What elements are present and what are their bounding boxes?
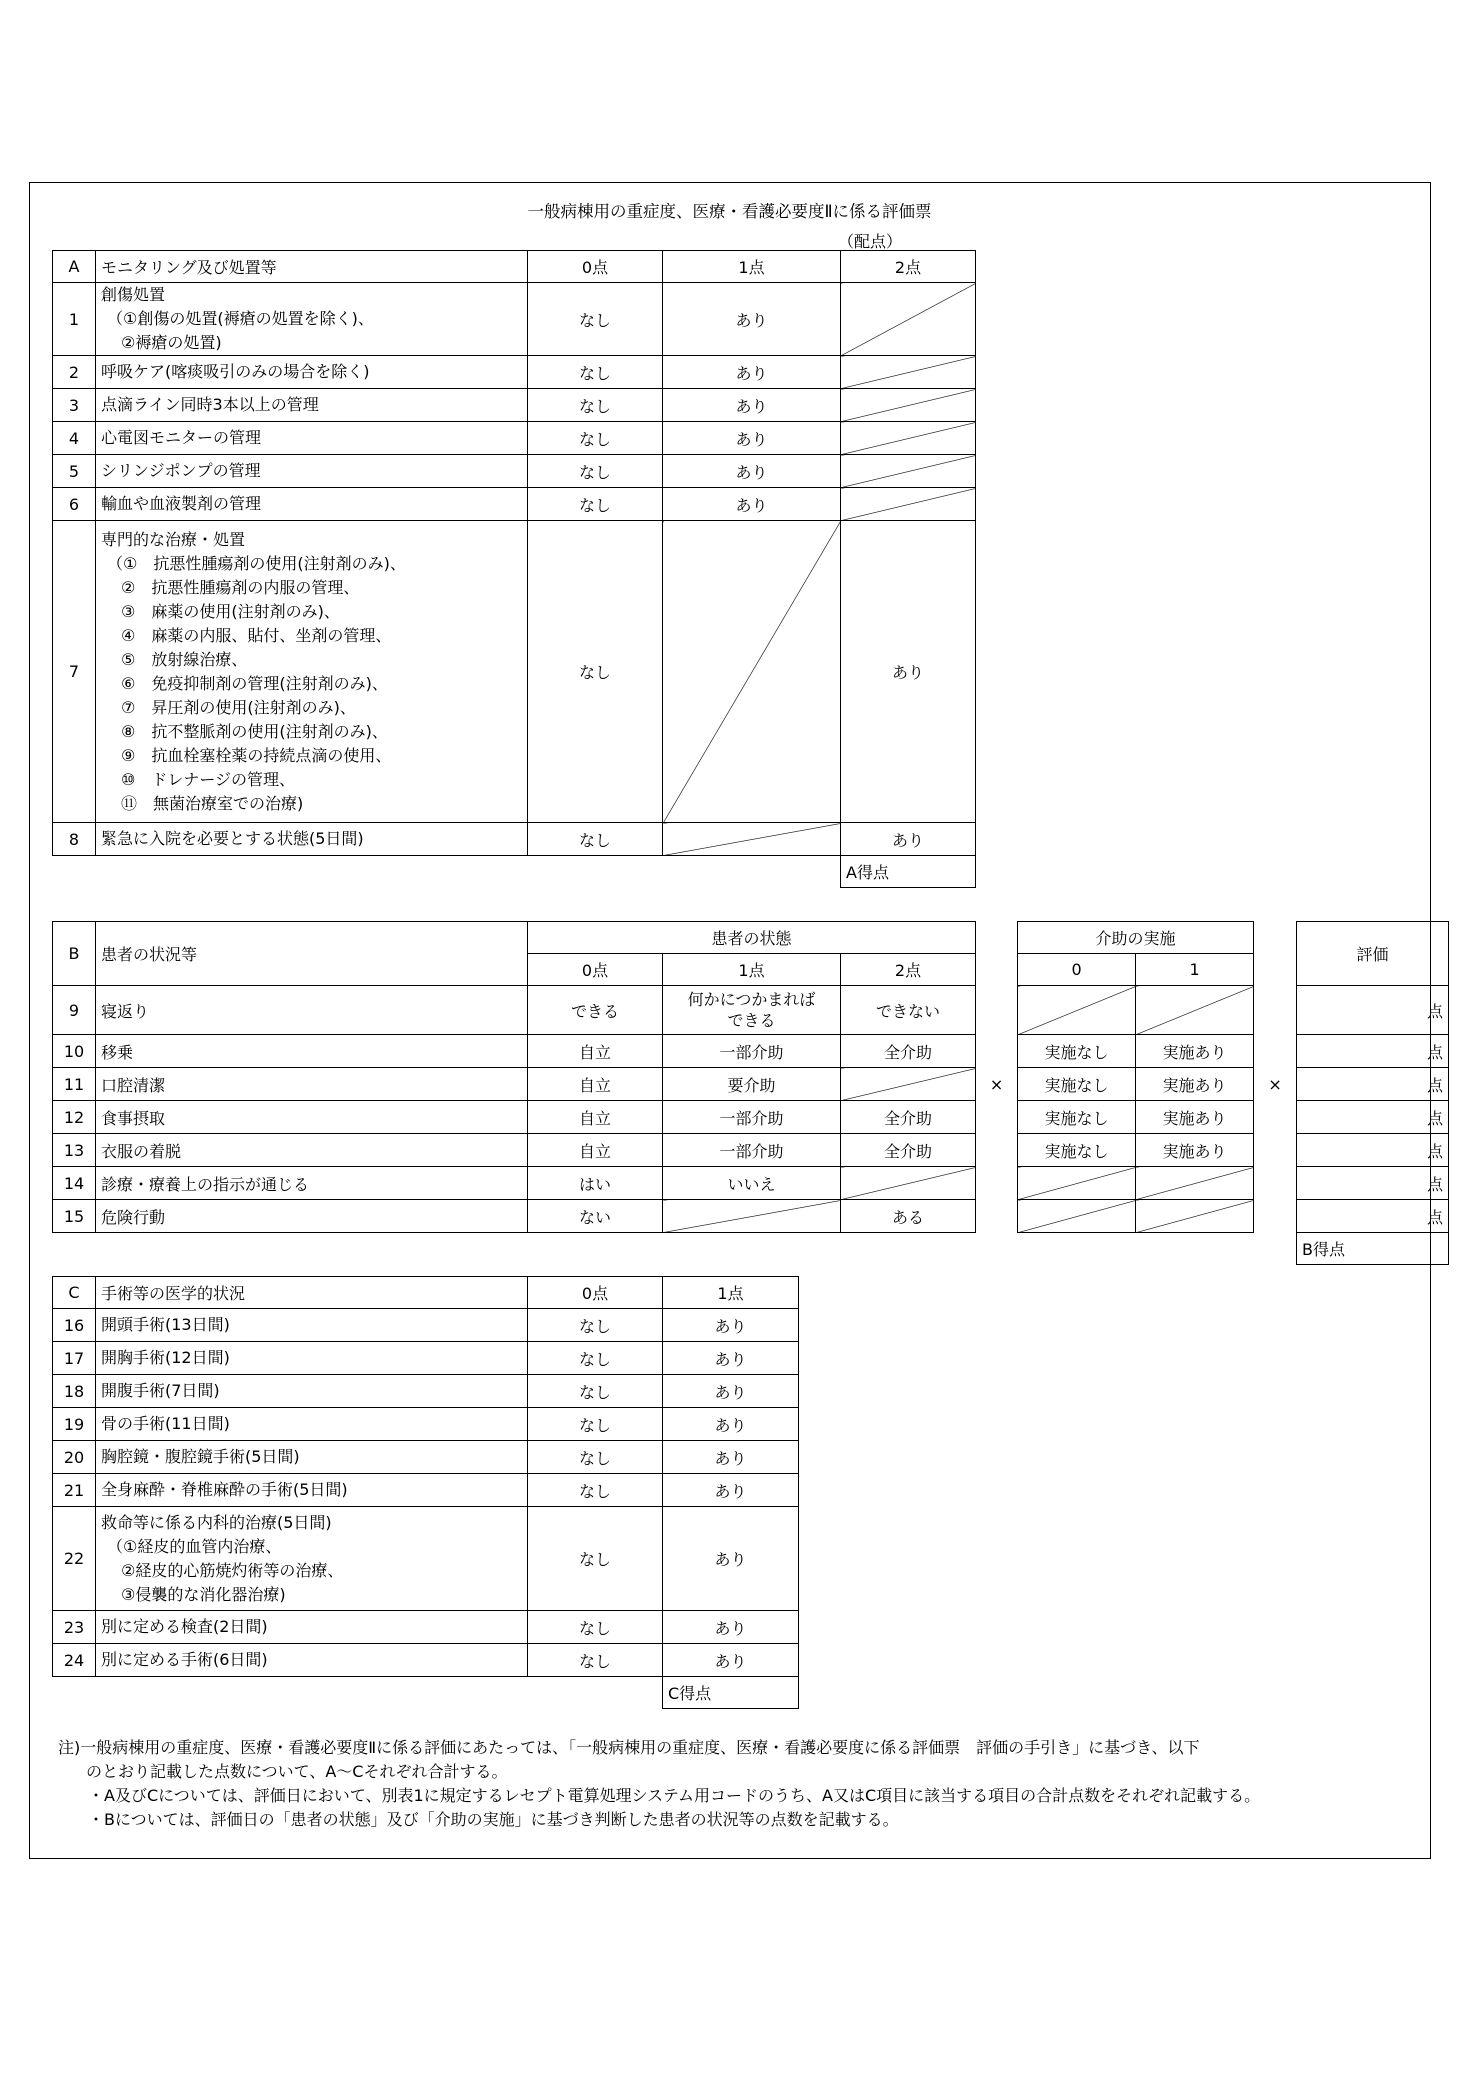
status-cell-1pt: いいえ: [663, 1167, 841, 1200]
row-label: [96, 389, 528, 422]
score-cell-0pt: なし: [528, 1474, 663, 1507]
row-label: [96, 455, 528, 488]
status-cell-2pt: 全介助: [841, 1035, 976, 1068]
item-line: 専門的な治療・処置: [101, 529, 246, 549]
table-row: [53, 521, 976, 823]
spacer: [528, 856, 663, 888]
status-cell-0pt: ない: [528, 1200, 663, 1233]
eval-cell: 点: [1297, 1068, 1449, 1101]
item-line: 開胸手術(12日間): [101, 1348, 230, 1367]
row-label: [96, 823, 528, 856]
score-cell-0pt: なし: [528, 1644, 663, 1677]
col-item: モニタリング及び処置等: [96, 251, 528, 283]
row-label: [96, 521, 528, 823]
item-line: 創傷処置: [101, 285, 166, 304]
row-number: 21: [53, 1474, 96, 1507]
row-label: [96, 422, 528, 455]
row-number: 13: [53, 1134, 96, 1167]
note-line-3: ・A及びCについては、評価日において、別表1に規定するレセプト電算処理システム用コードのうち、A又はC項目に該当する項目の合計点数をそれぞれ記載する。: [88, 1786, 1261, 1805]
status-cell-2pt: 全介助: [841, 1101, 976, 1134]
row-number: 23: [53, 1611, 96, 1644]
score-cell-2pt: [841, 455, 976, 488]
col-1pt: 1点: [663, 1277, 799, 1309]
eval-header: 評価: [1297, 922, 1449, 986]
note-line-4: ・Bについては、評価日の「患者の状態」及び「介助の実施」に基づき判断した患者の状況等の点数を記載する。: [88, 1810, 899, 1829]
times-sign: [1254, 1101, 1297, 1134]
assist-cell-0: [1018, 1167, 1136, 1200]
score-cell-0pt: なし: [528, 455, 663, 488]
score-cell-0pt: なし: [528, 1342, 663, 1375]
spacer: [53, 856, 96, 888]
table-row: [53, 1611, 799, 1644]
score-cell-1pt: あり: [663, 1309, 799, 1342]
eval-cell: 点: [1297, 1200, 1449, 1233]
row-label: [96, 1309, 528, 1342]
score-cell-1pt: あり: [663, 1441, 799, 1474]
item-line: ⑤ 放射線治療、: [121, 649, 248, 669]
row-number: 18: [53, 1375, 96, 1408]
page-title: 一般病棟用の重症度、医療・看護必要度Ⅱに係る評価票: [527, 202, 932, 221]
col-2pt: 2点: [841, 251, 976, 283]
score-cell-1pt: [663, 521, 841, 823]
assist-col-0: 0: [1018, 954, 1136, 986]
row-label: [96, 488, 528, 521]
row-number: 2: [53, 356, 96, 389]
row-number: 12: [53, 1101, 96, 1134]
score-cell-0pt: なし: [528, 422, 663, 455]
row-label: 食事摂取: [96, 1101, 528, 1134]
row-label: 寝返り: [96, 986, 528, 1035]
score-cell-0pt: なし: [528, 356, 663, 389]
score-cell-1pt: あり: [663, 1408, 799, 1441]
status-cell-0pt: できる: [528, 986, 663, 1035]
spacer: [1254, 954, 1297, 986]
score-row: [53, 1233, 1449, 1265]
row-label: [96, 1375, 528, 1408]
item-line: ⑩ ドレナージの管理、: [121, 769, 296, 789]
item-line: ⑧ 抗不整脈剤の使用(注射剤のみ)、: [121, 721, 388, 741]
item-line: 胸腔鏡・腹腔鏡手術(5日間): [101, 1447, 300, 1466]
col-letter: A: [53, 251, 96, 283]
score-cell-0pt: なし: [528, 283, 663, 356]
col-letter: B: [53, 922, 96, 986]
times-sign: [976, 1200, 1018, 1233]
patient-status-header: 患者の状態: [528, 922, 976, 954]
spacer: [528, 1677, 663, 1709]
row-label: [96, 1611, 528, 1644]
table-row: [53, 1309, 799, 1342]
row-label: 衣服の着脱: [96, 1134, 528, 1167]
times-sign: [1254, 1134, 1297, 1167]
score-cell-1pt: あり: [663, 1507, 799, 1611]
times-sign: [976, 1134, 1018, 1167]
spacer: [53, 1233, 96, 1265]
item-line: ⑪ 無菌治療室での治療): [121, 793, 304, 813]
score-cell-0pt: なし: [528, 389, 663, 422]
times-sign: [1254, 1200, 1297, 1233]
row-number: 16: [53, 1309, 96, 1342]
score-cell-1pt: あり: [663, 455, 841, 488]
a-score: A得点: [841, 856, 976, 888]
spacer: [96, 1677, 528, 1709]
note-line-2: のとおり記載した点数について、A～Cそれぞれ合計する。: [86, 1762, 508, 1781]
times-sign: [976, 1101, 1018, 1134]
assist-cell-1: 実施あり: [1136, 1068, 1254, 1101]
row-label: 診療・療養上の指示が通じる: [96, 1167, 528, 1200]
score-cell-2pt: [841, 488, 976, 521]
times-sign: [1254, 986, 1297, 1035]
score-cell-2pt: [841, 389, 976, 422]
c-score: C得点: [663, 1677, 799, 1709]
item-line: （① 抗悪性腫瘍剤の使用(注射剤のみ)、: [107, 553, 406, 573]
table-row: [53, 488, 976, 521]
score-cell-1pt: あり: [663, 356, 841, 389]
row-number: 10: [53, 1035, 96, 1068]
table-row: [53, 1644, 799, 1677]
score-cell-2pt: あり: [841, 521, 976, 823]
eval-cell: 点: [1297, 1134, 1449, 1167]
spacer: [1018, 1233, 1136, 1265]
score-cell-0pt: なし: [528, 1507, 663, 1611]
row-label: 口腔清潔: [96, 1068, 528, 1101]
spacer: [528, 1233, 663, 1265]
table-row: [53, 1441, 799, 1474]
b-score: B得点: [1297, 1233, 1449, 1265]
score-cell-0pt: なし: [528, 488, 663, 521]
item-line: ⑥ 免疫抑制剤の管理(注射剤のみ)、: [121, 673, 388, 693]
status-cell-1pt: [663, 1200, 841, 1233]
table-row: [53, 1507, 799, 1611]
item-line: ⑦ 昇圧剤の使用(注射剤のみ)、: [121, 697, 356, 717]
score-cell-1pt: あり: [663, 422, 841, 455]
col-1pt: 1点: [663, 954, 841, 986]
row-number: 22: [53, 1507, 96, 1611]
score-row: [53, 856, 976, 888]
table-row: [53, 283, 976, 356]
note: [58, 1736, 1428, 1832]
item-line: ② 抗悪性腫瘍剤の内服の管理、: [121, 577, 360, 597]
col-item: 手術等の医学的状況: [96, 1277, 528, 1309]
score-cell-0pt: なし: [528, 1408, 663, 1441]
table-row: [53, 422, 976, 455]
item-line: ②経皮的心筋焼灼術等の治療、: [121, 1560, 344, 1580]
status-cell-0pt: はい: [528, 1167, 663, 1200]
table-row: [53, 1101, 1449, 1134]
row-number: 1: [53, 283, 96, 356]
row-label: [96, 1441, 528, 1474]
assist-cell-0: 実施なし: [1018, 1068, 1136, 1101]
item-line: （①経皮的血管内治療、: [107, 1536, 282, 1556]
item-line: ③ 麻薬の使用(注射剤のみ)、: [121, 601, 340, 621]
header-row: [53, 1277, 799, 1309]
score-cell-0pt: なし: [528, 1611, 663, 1644]
assist-cell-1: [1136, 1167, 1254, 1200]
item-line: 点滴ライン同時3本以上の管理: [101, 395, 319, 414]
table-row: [53, 1342, 799, 1375]
item-line: 全身麻酔・脊椎麻酔の手術(5日間): [101, 1480, 348, 1499]
table-row: [53, 1068, 1449, 1101]
score-cell-1pt: あり: [663, 283, 841, 356]
item-line: ③侵襲的な消化器治療): [121, 1584, 286, 1604]
item-line: 輸血や血液製剤の管理: [101, 494, 262, 513]
table-b: [52, 921, 1449, 1265]
status-cell-1pt: 一部介助: [663, 1035, 841, 1068]
times-sign: [976, 986, 1018, 1035]
table-row: [53, 356, 976, 389]
header-row: [53, 922, 1449, 954]
status-cell-2pt: できない: [841, 986, 976, 1035]
assist-cell-1: [1136, 986, 1254, 1035]
eval-cell: 点: [1297, 1167, 1449, 1200]
spacer: [1254, 1233, 1297, 1265]
table-row: [53, 1167, 1449, 1200]
row-number: 14: [53, 1167, 96, 1200]
cell-line: できる: [727, 1011, 776, 1030]
score-cell-0pt: なし: [528, 1441, 663, 1474]
item-line: 呼吸ケア(喀痰吸引のみの場合を除く): [101, 362, 370, 381]
header-row: [53, 251, 976, 283]
assist-cell-1: 実施あり: [1136, 1101, 1254, 1134]
spacer: [663, 1233, 841, 1265]
row-number: 7: [53, 521, 96, 823]
times-sign: ×: [1254, 1068, 1297, 1101]
item-line: 骨の手術(11日間): [101, 1414, 230, 1433]
item-line: 別に定める手術(6日間): [101, 1650, 268, 1669]
times-sign: [976, 1167, 1018, 1200]
assist-cell-1: 実施あり: [1136, 1035, 1254, 1068]
spacer: [96, 1233, 528, 1265]
status-cell-0pt: 自立: [528, 1035, 663, 1068]
row-label: [96, 1644, 528, 1677]
table-a: [52, 250, 976, 888]
status-cell-0pt: 自立: [528, 1134, 663, 1167]
row-number: 3: [53, 389, 96, 422]
score-cell-1pt: あり: [663, 1611, 799, 1644]
note-line-1: 注)一般病棟用の重症度、医療・看護必要度Ⅱに係る評価にあたっては、「一般病棟用の重症度、医療・看護必要度に係る評価票 評価の手引き」に基づき、以下: [58, 1738, 1200, 1757]
item-line: 別に定める検査(2日間): [101, 1617, 268, 1636]
table-row: [53, 1035, 1449, 1068]
row-number: 19: [53, 1408, 96, 1441]
assist-cell-0: 実施なし: [1018, 1101, 1136, 1134]
item-line: シリンジポンプの管理: [101, 461, 261, 480]
row-number: 17: [53, 1342, 96, 1375]
score-cell-1pt: あり: [663, 1644, 799, 1677]
row-label: [96, 283, 528, 356]
cell-line: 何かにつかまれば: [687, 990, 816, 1009]
score-cell-1pt: あり: [663, 1375, 799, 1408]
row-label: [96, 1342, 528, 1375]
score-cell-1pt: [663, 823, 841, 856]
table-row: [53, 823, 976, 856]
times-sign: [1254, 1167, 1297, 1200]
spacer: [53, 1677, 96, 1709]
eval-cell: 点: [1297, 986, 1449, 1035]
spacer: [841, 1233, 976, 1265]
status-cell-1pt: 一部介助: [663, 1134, 841, 1167]
score-cell-0pt: なし: [528, 521, 663, 823]
score-cell-2pt: あり: [841, 823, 976, 856]
spacer: [1254, 922, 1297, 954]
score-cell-2pt: [841, 356, 976, 389]
times-sign: [1254, 1035, 1297, 1068]
row-label: 移乗: [96, 1035, 528, 1068]
score-cell-2pt: [841, 422, 976, 455]
row-number: 11: [53, 1068, 96, 1101]
item-line: 救命等に係る内科的治療(5日間): [101, 1512, 332, 1532]
status-cell-0pt: 自立: [528, 1101, 663, 1134]
spacer: [1136, 1233, 1254, 1265]
score-cell-1pt: あり: [663, 1342, 799, 1375]
score-cell-0pt: なし: [528, 1375, 663, 1408]
item-line: （①創傷の処置(褥瘡の処置を除く)、: [107, 309, 374, 328]
times-sign: ×: [976, 1068, 1018, 1101]
table-row: [53, 1375, 799, 1408]
col-0pt: 0点: [528, 251, 663, 283]
status-cell-1pt: 一部介助: [663, 1101, 841, 1134]
status-cell-1pt: 要介助: [663, 1068, 841, 1101]
table-row: [53, 1200, 1449, 1233]
table-c: [52, 1276, 799, 1709]
score-cell-1pt: あり: [663, 1474, 799, 1507]
assist-col-1: 1: [1136, 954, 1254, 986]
table-row: [53, 1474, 799, 1507]
assist-cell-1: 実施あり: [1136, 1134, 1254, 1167]
assist-cell-0: [1018, 1200, 1136, 1233]
times-sign: [976, 1035, 1018, 1068]
status-cell-1pt: [663, 986, 841, 1035]
score-cell-0pt: なし: [528, 1309, 663, 1342]
assist-cell-0: [1018, 986, 1136, 1035]
col-2pt: 2点: [841, 954, 976, 986]
assist-header: 介助の実施: [1018, 922, 1254, 954]
scoring-label: （配点）: [838, 232, 903, 251]
spacer: [96, 856, 528, 888]
item-line: ④ 麻薬の内服、貼付、坐剤の管理、: [121, 625, 392, 645]
row-number: 4: [53, 422, 96, 455]
status-cell-2pt: [841, 1167, 976, 1200]
row-label: [96, 1507, 528, 1611]
spacer: [976, 1233, 1018, 1265]
row-number: 6: [53, 488, 96, 521]
row-number: 8: [53, 823, 96, 856]
row-number: 24: [53, 1644, 96, 1677]
row-number: 15: [53, 1200, 96, 1233]
score-row: [53, 1677, 799, 1709]
score-cell-2pt: [841, 283, 976, 356]
assist-cell-1: [1136, 1200, 1254, 1233]
status-cell-2pt: [841, 1068, 976, 1101]
status-cell-0pt: 自立: [528, 1068, 663, 1101]
score-cell-1pt: あり: [663, 389, 841, 422]
table-row: [53, 455, 976, 488]
row-number: 9: [53, 986, 96, 1035]
status-cell-2pt: ある: [841, 1200, 976, 1233]
table-row: [53, 1408, 799, 1441]
table-row: [53, 1134, 1449, 1167]
table-row: [53, 986, 1449, 1035]
eval-cell: 点: [1297, 1035, 1449, 1068]
spacer: [976, 954, 1018, 986]
score-cell-0pt: なし: [528, 823, 663, 856]
col-letter: C: [53, 1277, 96, 1309]
row-label: [96, 1408, 528, 1441]
item-line: 緊急に入院を必要とする状態(5日間): [101, 829, 364, 848]
col-0pt: 0点: [528, 1277, 663, 1309]
row-label: 危険行動: [96, 1200, 528, 1233]
row-label: [96, 1474, 528, 1507]
row-label: [96, 356, 528, 389]
item-line: ②褥瘡の処置): [121, 333, 222, 352]
eval-cell: 点: [1297, 1101, 1449, 1134]
item-line: ⑨ 抗血栓塞栓薬の持続点滴の使用、: [121, 745, 392, 765]
score-cell-1pt: あり: [663, 488, 841, 521]
item-line: 開腹手術(7日間): [101, 1381, 220, 1400]
row-number: 20: [53, 1441, 96, 1474]
spacer: [663, 856, 841, 888]
table-row: [53, 389, 976, 422]
item-line: 開頭手術(13日間): [101, 1315, 230, 1334]
assist-cell-0: 実施なし: [1018, 1134, 1136, 1167]
col-item: 患者の状況等: [96, 922, 528, 986]
col-0pt: 0点: [528, 954, 663, 986]
row-number: 5: [53, 455, 96, 488]
assist-cell-0: 実施なし: [1018, 1035, 1136, 1068]
col-1pt: 1点: [663, 251, 841, 283]
item-line: 心電図モニターの管理: [101, 428, 262, 447]
status-cell-2pt: 全介助: [841, 1134, 976, 1167]
spacer: [976, 922, 1018, 954]
